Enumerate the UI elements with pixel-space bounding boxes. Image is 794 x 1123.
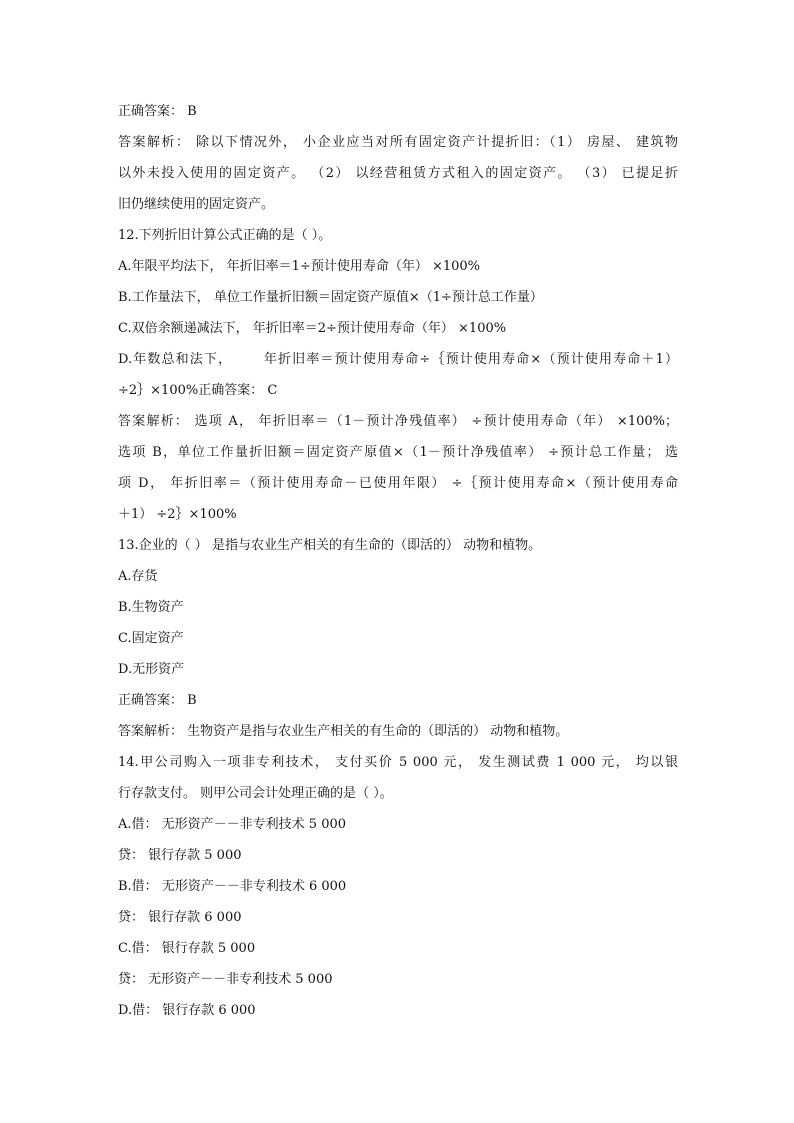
option-line: B.工作量法下， 单位工作量折旧额＝固定资产原值×（1÷预计总工作量） — [118, 290, 543, 305]
option-line: C.固定资产 — [118, 631, 184, 646]
option-line: C.双倍余额递减法下， 年折旧率＝2÷预计使用寿命（年） ×100% — [118, 321, 507, 336]
explanation-line: 答案解析： 选项 A， 年折旧率＝（1－预计净残值率） ÷预计使用寿命（年） ×100%； — [118, 414, 678, 429]
explanation-line: 答案解析： 除以下情况外， 小企业应当对所有固定资产计提折旧：（1） 房屋、 建筑物 — [118, 135, 678, 150]
answer-line: 正确答案： B — [118, 693, 197, 708]
option-line: A.借： 无形资产－－非专利技术 5 000 — [118, 817, 347, 832]
option-line: ÷2｝×100%正确答案： C — [118, 383, 278, 398]
option-line: A.存货 — [118, 569, 158, 584]
question-line: 12.下列折旧计算公式正确的是（ ）。 — [118, 228, 332, 243]
option-line: 贷： 银行存款 6 000 — [118, 910, 242, 925]
question-line: 13.企业的（ ） 是指与农业生产相关的有生命的（即活的） 动物和植物。 — [118, 538, 542, 553]
option-line: C.借： 银行存款 5 000 — [118, 941, 256, 956]
answer-line: 正确答案： B — [118, 104, 197, 119]
option-line: B.借： 无形资产－－非专利技术 6 000 — [118, 879, 347, 894]
option-line: 贷： 无形资产－－非专利技术 5 000 — [118, 972, 333, 987]
option-line: B.生物资产 — [118, 600, 184, 615]
explanation-line: 旧仍继续使用的固定资产。 — [118, 197, 275, 212]
explanation-line: 项 D， 年折旧率＝（预计使用寿命－已使用年限） ÷｛预计使用寿命×（预计使用寿命 — [118, 476, 678, 491]
option-line: D.借： 银行存款 6 000 — [118, 1003, 256, 1018]
option-line: A.年限平均法下， 年折旧率＝1÷预计使用寿命（年） ×100% — [118, 259, 481, 274]
option-line: D.无形资产 — [118, 662, 185, 677]
explanation-line: 选项 B，单位工作量折旧额＝固定资产原值×（1－预计净残值率） ÷预计总工作量； 选 — [118, 445, 678, 460]
explanation-line: ＋1） ÷2｝×100% — [118, 507, 237, 522]
option-line: 贷： 银行存款 5 000 — [118, 848, 242, 863]
question-line: 14.甲公司购入一项非专利技术， 支付买价 5 000 元， 发生测试费 1 000 元， 均以银 — [118, 755, 678, 770]
document-body — [118, 100, 678, 1030]
option-line: D.年数总和法下， 年折旧率＝预计使用寿命÷｛预计使用寿命×（预计使用寿命＋1） — [118, 352, 678, 367]
question-line: 行存款支付。 则甲公司会计处理正确的是（ ）。 — [118, 786, 393, 801]
explanation-line: 答案解析： 生物资产是指与农业生产相关的有生命的（即活的） 动物和植物。 — [118, 724, 569, 739]
explanation-line: 以外未投入使用的固定资产。 （2） 以经营租赁方式租入的固定资产。 （3） 已提足折 — [118, 166, 678, 181]
